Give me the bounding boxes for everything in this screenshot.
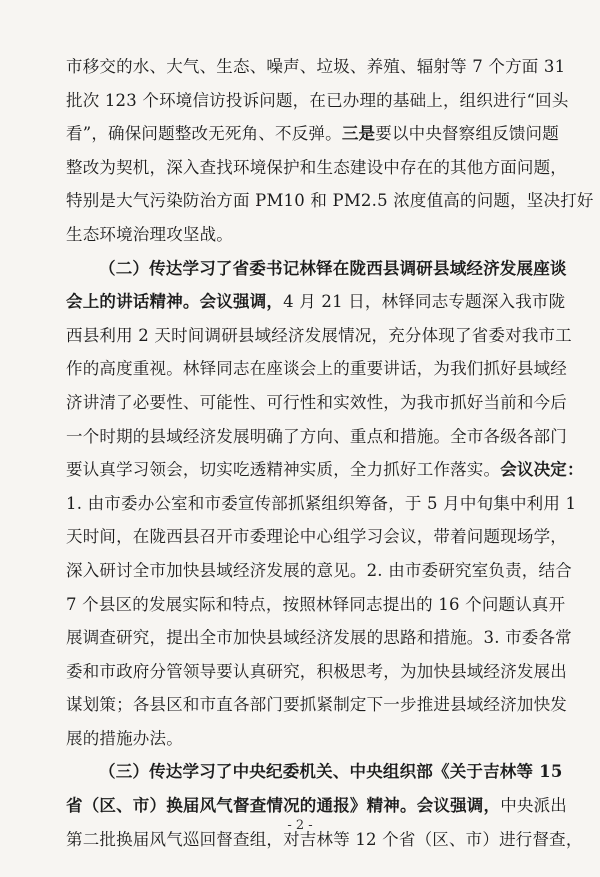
- bold-text-segment: （三）传达学习了中央纪委机关、中央组织部《关于吉林等 15: [99, 762, 563, 782]
- text-segment: 要以中央督察组反馈问题: [375, 124, 559, 144]
- text-line: [66, 487, 577, 521]
- text-segment: 展的措施办法。: [66, 728, 183, 748]
- text-segment: 整改为契机，深入查找环境保护和生态建设中存在的其他方面问题，: [66, 157, 567, 177]
- text-line: [66, 352, 567, 386]
- text-segment: 市移交的水、大气、生态、噪声、垃圾、养殖、辐射等 7 个方面 31: [66, 57, 566, 76]
- text-segment: 一个时期的县域经济发展明确了方向、重点和措施。全市各级各部门: [66, 426, 567, 446]
- text-segment: 谋划策；各县区和市直各部门要抓紧制定下一步推进县域经济加快发: [66, 695, 567, 715]
- text-line: [66, 453, 584, 487]
- text-line: [66, 420, 567, 454]
- text-segment: 要认真学习领会，切实吃透精神实质，全力抓好工作落实。: [66, 460, 501, 480]
- text-line: [66, 319, 572, 353]
- text-segment: 展调查研究，提出全市加快县域经济发展的思路和措施。3. 市委各常: [66, 628, 572, 648]
- text-segment: 第二批换届风气巡回督查组，对吉林等 12 个省（区、市）进行督查，: [66, 829, 583, 849]
- text-segment: 济讲清了必要性、可能性、可行性和实效性，为我市抓好当前和今后: [66, 392, 567, 412]
- bold-text-segment: 省（区、市）换届风气督查情况的通报》精神。会议强调，: [66, 796, 501, 816]
- text-line: [66, 621, 572, 655]
- text-line: [66, 84, 569, 118]
- text-line: [66, 520, 567, 554]
- text-segment: 委和市政府分管领导要认真研究，积极思考，为加快县域经济发展出: [66, 661, 567, 681]
- text-line: [66, 722, 550, 756]
- text-line: [66, 151, 567, 185]
- text-segment: 作的高度重视。林铎同志在座谈会上的重要讲话，为我们抓好县域经: [66, 359, 567, 379]
- bold-text-segment: （二）传达学习了省委书记林铎在陇西县调研县域经济发展座谈: [99, 258, 567, 278]
- bold-text-segment: 会议决定：: [500, 460, 584, 480]
- body-text: [66, 50, 594, 856]
- text-line: [66, 50, 566, 84]
- text-segment: 特别是大气污染防治方面 PM10 和 PM2.5 浓度值高的问题，坚决打好: [66, 191, 594, 211]
- text-segment: 4 月 21 日，林铎同志专题深入我市陇: [283, 292, 566, 312]
- text-line: [66, 252, 567, 286]
- text-segment: 深入研讨全市加快县域经济发展的意见。2. 由市委研究室负责，结合: [66, 560, 572, 580]
- text-segment: 生态环境治理攻坚战。: [66, 224, 233, 244]
- text-line: [66, 184, 594, 218]
- text-line: [66, 655, 567, 689]
- text-line: [66, 285, 566, 319]
- text-line: [66, 218, 550, 252]
- page-number: - 2 -: [287, 818, 313, 833]
- text-line: [66, 554, 572, 588]
- text-line: [66, 117, 559, 151]
- bold-text-segment: 会上的讲话精神。会议强调，: [66, 292, 284, 312]
- text-segment: 7 个县区的发展实际和特点，按照林铎同志提出的 16 个问题认真开: [66, 594, 566, 614]
- text-segment: 1. 由市委办公室和市委宣传部抓紧组织筹备，于 5 月中旬集中利用 1: [66, 493, 577, 513]
- bold-text-segment: 三是: [341, 124, 376, 144]
- text-line: [66, 588, 566, 622]
- text-segment: 批次 123 个环境信访投诉问题，在已办理的基础上，组织进行“回头: [66, 90, 569, 110]
- text-line: [66, 755, 563, 789]
- text-line: [66, 386, 567, 420]
- text-segment: 天时间，在陇西县召开市委理论中心组学习会议，带着问题现场学，: [66, 527, 567, 547]
- text-line: [66, 688, 567, 722]
- text-segment: 看”，确保问题整改无死角、不反弹。: [66, 124, 342, 144]
- text-segment: 西县利用 2 天时间调研县域经济发展情况，充分体现了省委对我市工: [66, 325, 572, 345]
- text-segment: 中央派出: [500, 796, 568, 816]
